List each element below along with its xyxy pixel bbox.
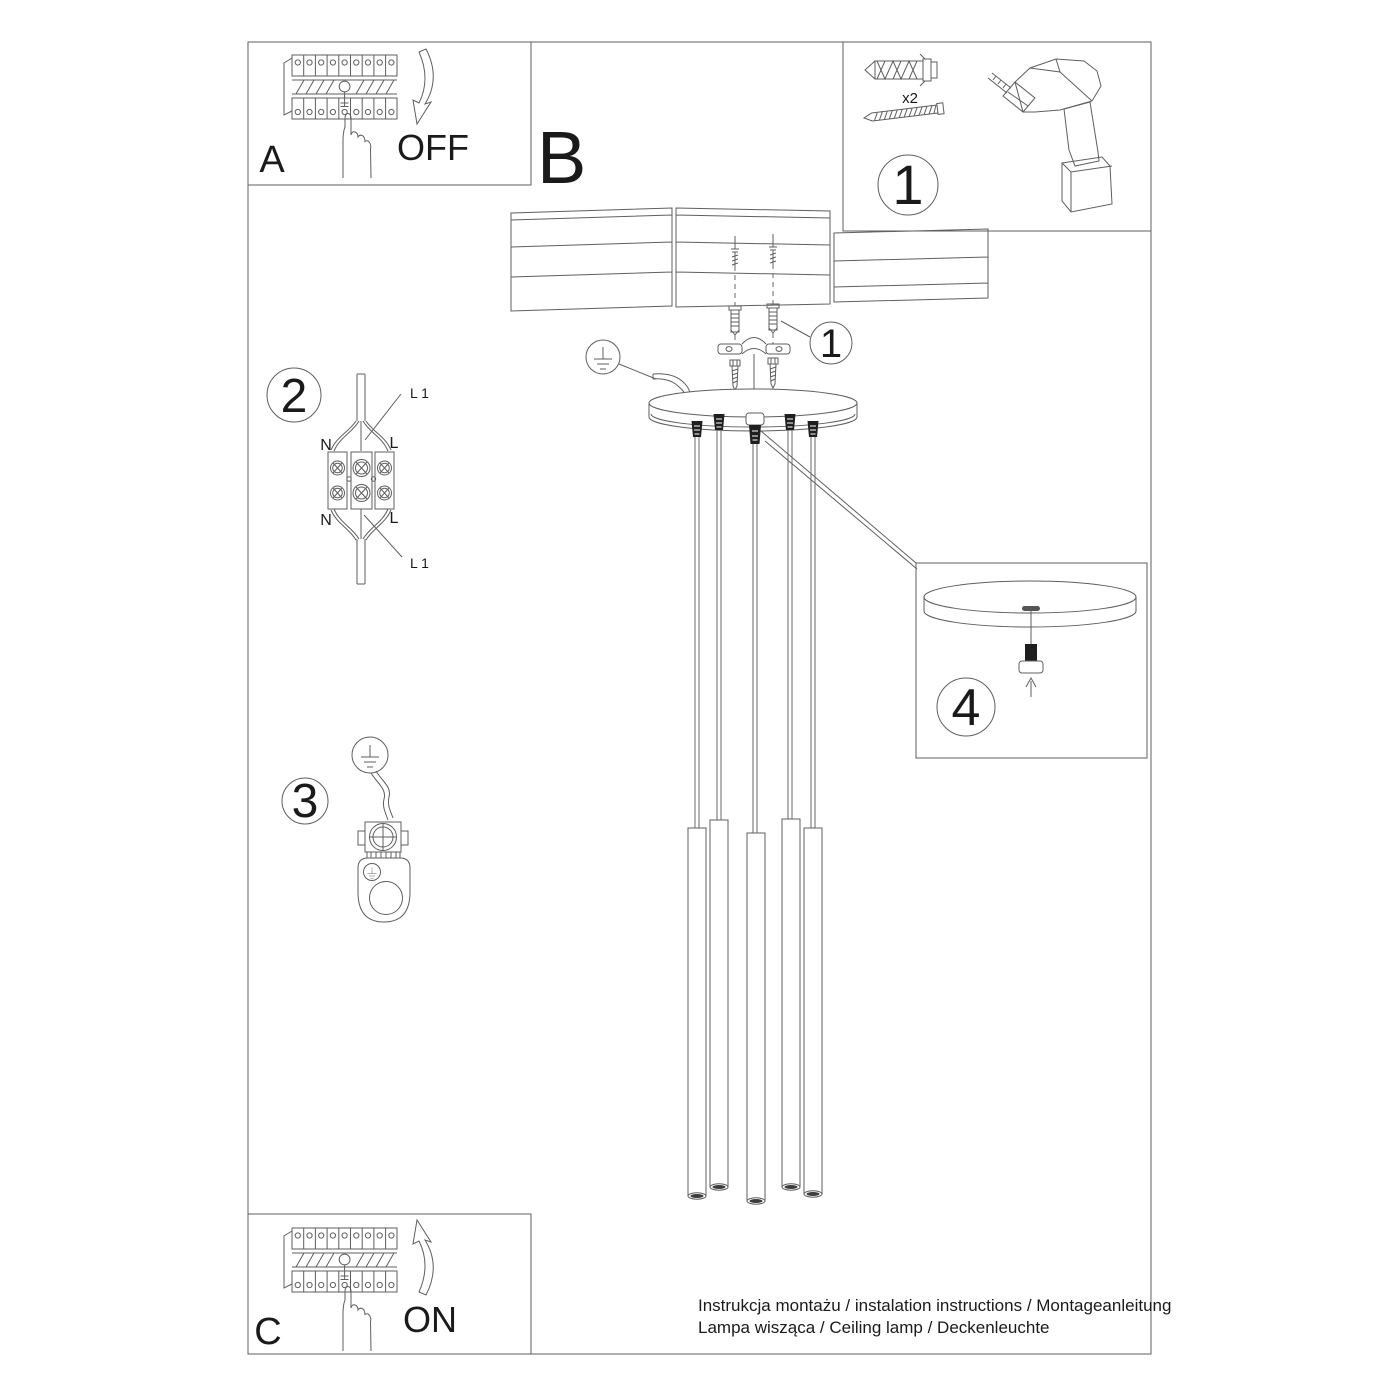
panel-a-letter: A (259, 139, 285, 181)
off-label: OFF (397, 127, 469, 168)
on-label: ON (403, 1299, 457, 1340)
footer-line-1: Instrukcja montażu / instalation instructions / Montageanleitung (698, 1296, 1172, 1315)
callout-anchor-number: 1 (819, 322, 843, 366)
ground-wire (371, 771, 393, 820)
footer-line-2: Lampa wisząca / Ceiling lamp / Deckenleuchte (698, 1318, 1050, 1337)
pendant-tube (710, 820, 728, 1190)
pendant-tube (747, 833, 765, 1204)
callout-3-number: 3 (291, 775, 319, 828)
anchor-pair (729, 304, 779, 335)
pendant-tube (782, 819, 800, 1190)
ground-step-3 (282, 737, 410, 922)
center-gland-cap (746, 413, 764, 425)
pendant-tube (688, 828, 706, 1199)
plug-icon (1025, 644, 1037, 661)
plug-cap (1019, 661, 1043, 673)
callout-4-number: 4 (951, 679, 981, 737)
mounting-hardware (718, 234, 790, 398)
anchor-qty-label: x2 (902, 90, 918, 107)
pendant-tubes (688, 819, 822, 1204)
footer (698, 1296, 1171, 1337)
l1-top-label: L 1 (410, 385, 429, 401)
suspension-cables (695, 430, 815, 833)
callout-1-number: 1 (892, 153, 924, 216)
n-top-label: N (320, 437, 332, 454)
step-b-letter: B (537, 116, 587, 199)
mounting-bracket (718, 338, 790, 355)
wiring-step-2 (267, 368, 429, 584)
ground-terminal-drawing (358, 822, 410, 922)
canopy-underside-drawing (924, 581, 1136, 627)
l-bottom-label: L (389, 510, 399, 527)
callout-2-number: 2 (280, 370, 308, 423)
l-top-label: L (389, 435, 399, 452)
panel-c-letter: C (254, 1311, 282, 1353)
detail-leader-lines (761, 431, 917, 569)
terminal-block-drawing (328, 374, 402, 584)
l1-bottom-label: L 1 (410, 555, 429, 571)
pendant-tube (804, 828, 822, 1197)
n-bottom-label: N (320, 512, 332, 529)
